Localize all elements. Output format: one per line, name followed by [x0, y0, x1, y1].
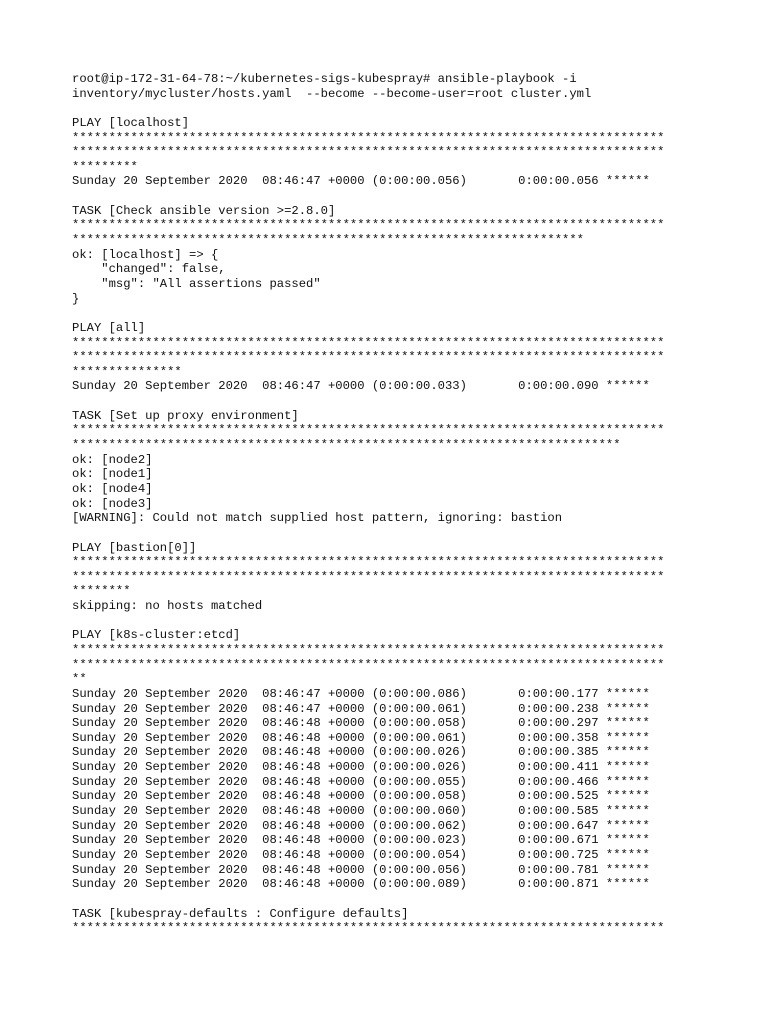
- terminal-line: Sunday 20 September 2020 08:46:47 +0000 (0:00:00.086) 0:00:00.177 ******: [72, 686, 650, 701]
- terminal-line: Sunday 20 September 2020 08:46:48 +0000 (0:00:00.056) 0:00:00.781 ******: [72, 862, 650, 877]
- terminal-line: ********: [72, 584, 131, 599]
- terminal-line: Sunday 20 September 2020 08:46:48 +0000 (0:00:00.062) 0:00:00.647 ******: [72, 818, 650, 833]
- terminal-line: Sunday 20 September 2020 08:46:48 +0000 (0:00:00.058) 0:00:00.525 ******: [72, 789, 650, 804]
- terminal-line: *********************************************************************************: [72, 350, 665, 365]
- terminal-line: TASK [kubespray-defaults : Configure defaults]: [72, 906, 409, 921]
- terminal-line: *********************************************************************************: [72, 145, 665, 160]
- terminal-line: *********************************************************************************: [72, 555, 665, 570]
- terminal-line: *********************************************************************************: [72, 218, 665, 233]
- terminal-line: *********************************************************************************: [72, 657, 665, 672]
- terminal-line: Sunday 20 September 2020 08:46:47 +0000 (0:00:00.056) 0:00:00.056 ******: [72, 174, 650, 189]
- terminal-line: [72, 189, 712, 204]
- terminal-line: inventory/mycluster/hosts.yaml --become --become-user=root cluster.yml: [72, 86, 592, 101]
- terminal-line: Sunday 20 September 2020 08:46:48 +0000 (0:00:00.060) 0:00:00.585 ******: [72, 804, 650, 819]
- terminal-line: [72, 614, 712, 629]
- terminal-line: [WARNING]: Could not match supplied host pattern, ignoring: bastion: [72, 511, 563, 526]
- terminal-line: ok: [node4]: [72, 481, 153, 496]
- terminal-line: PLAY [localhost]: [72, 115, 190, 130]
- terminal-line: **********************************************************************: [72, 233, 584, 248]
- terminal-line: ***************: [72, 364, 182, 379]
- terminal-line: [72, 101, 712, 116]
- terminal-line: *********************************************************************************: [72, 569, 665, 584]
- terminal-line: ***************************************************************************: [72, 438, 621, 453]
- terminal-line: Sunday 20 September 2020 08:46:48 +0000 (0:00:00.023) 0:00:00.671 ******: [72, 833, 650, 848]
- terminal-line: }: [72, 291, 80, 306]
- terminal-line: *********************************************************************************: [72, 642, 665, 657]
- terminal-line: Sunday 20 September 2020 08:46:48 +0000 (0:00:00.061) 0:00:00.358 ******: [72, 730, 650, 745]
- terminal-output: [72, 72, 712, 936]
- terminal-line: Sunday 20 September 2020 08:46:48 +0000 (0:00:00.058) 0:00:00.297 ******: [72, 716, 650, 731]
- terminal-line: Sunday 20 September 2020 08:46:47 +0000 (0:00:00.061) 0:00:00.238 ******: [72, 701, 650, 716]
- terminal-line: Sunday 20 September 2020 08:46:48 +0000 (0:00:00.054) 0:00:00.725 ******: [72, 847, 650, 862]
- terminal-line: PLAY [k8s-cluster:etcd]: [72, 628, 241, 643]
- terminal-line: ok: [node3]: [72, 496, 153, 511]
- terminal-line: Sunday 20 September 2020 08:46:48 +0000 (0:00:00.026) 0:00:00.385 ******: [72, 745, 650, 760]
- terminal-line: "changed": false,: [72, 262, 226, 277]
- terminal-line: Sunday 20 September 2020 08:46:48 +0000 (0:00:00.089) 0:00:00.871 ******: [72, 877, 650, 892]
- terminal-line: [72, 892, 712, 907]
- terminal-line: **: [72, 672, 87, 687]
- terminal-line: [72, 306, 712, 321]
- terminal-line: *********************************************************************************: [72, 335, 665, 350]
- terminal-line: ok: [node2]: [72, 452, 153, 467]
- terminal-line: "msg": "All assertions passed": [72, 276, 321, 291]
- terminal-line: *********************************************************************************: [72, 130, 665, 145]
- terminal-line: ok: [localhost] => {: [72, 247, 219, 262]
- terminal-line: skipping: no hosts matched: [72, 599, 263, 614]
- terminal-line: [72, 526, 712, 541]
- terminal-line: PLAY [bastion[0]]: [72, 540, 197, 555]
- terminal-line: root@ip-172-31-64-78:~/kubernetes-sigs-kubespray# ansible-playbook -i: [72, 72, 577, 86]
- terminal-line: Sunday 20 September 2020 08:46:48 +0000 (0:00:00.026) 0:00:00.411 ******: [72, 760, 650, 775]
- terminal-line: TASK [Set up proxy environment]: [72, 408, 299, 423]
- terminal-line: ok: [node1]: [72, 467, 153, 482]
- terminal-line: TASK [Check ansible version >=2.8.0]: [72, 203, 336, 218]
- terminal-line: [72, 394, 712, 409]
- terminal-line: PLAY [all]: [72, 320, 146, 335]
- terminal-line: *********************************************************************************: [72, 423, 665, 438]
- terminal-line: *********: [72, 159, 138, 174]
- terminal-line: *********************************************************************************: [72, 921, 665, 936]
- terminal-line: Sunday 20 September 2020 08:46:47 +0000 (0:00:00.033) 0:00:00.090 ******: [72, 379, 650, 394]
- terminal-line: Sunday 20 September 2020 08:46:48 +0000 (0:00:00.055) 0:00:00.466 ******: [72, 774, 650, 789]
